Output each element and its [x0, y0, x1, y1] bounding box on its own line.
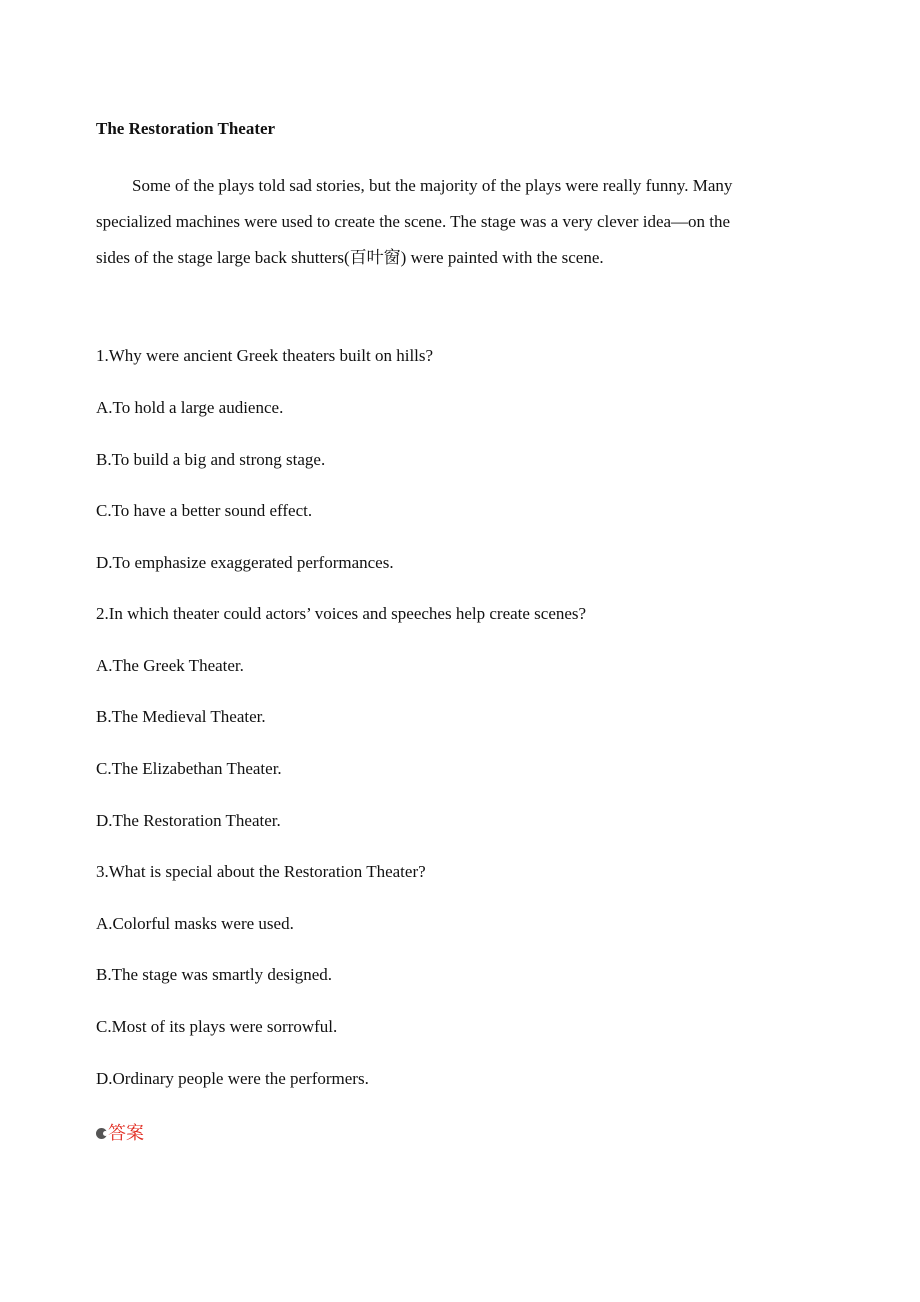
question-2-option-b: B.The Medieval Theater.	[96, 707, 266, 726]
answer-toggle[interactable]	[96, 1119, 144, 1145]
question-3-option-b: B.The stage was smartly designed.	[96, 965, 333, 984]
question-1-option-b: B.To build a big and strong stage.	[96, 450, 326, 469]
passage-line: specialized machines were used to create the scene. The stage was a very clever idea—on the	[96, 212, 731, 231]
question-2-option-c: C.The Elizabethan Theater.	[96, 759, 282, 778]
passage-title: The Restoration Theater	[96, 119, 276, 138]
question-3-stem: 3.What is special about the Restoration Theater?	[96, 862, 426, 881]
question-2-stem: 2.In which theater could actors’ voices and speeches help create scenes?	[96, 604, 587, 623]
passage-line: Some of the plays told sad stories, but the majority of the plays were really funny. Many	[132, 176, 733, 195]
question-3-option-c: C.Most of its plays were sorrowful.	[96, 1017, 338, 1036]
question-2-option-a: A.The Greek Theater.	[96, 656, 244, 675]
question-1-option-d: D.To emphasize exaggerated performances.	[96, 553, 394, 572]
answer-label: 答案	[108, 1123, 144, 1143]
passage-line: sides of the stage large back shutters(百叶窗) were painted with the scene.	[96, 248, 604, 267]
passage-paragraph	[96, 168, 816, 276]
question-1-option-a: A.To hold a large audience.	[96, 398, 284, 417]
question-2-option-d: D.The Restoration Theater.	[96, 811, 281, 830]
question-1-option-c: C.To have a better sound effect.	[96, 501, 313, 520]
question-3-option-d: D.Ordinary people were the performers.	[96, 1069, 369, 1088]
question-3-option-a: A.Colorful masks were used.	[96, 914, 294, 933]
answer-toggle-icon	[96, 1128, 107, 1139]
question-1-stem: 1.Why were ancient Greek theaters built on hills?	[96, 346, 434, 365]
